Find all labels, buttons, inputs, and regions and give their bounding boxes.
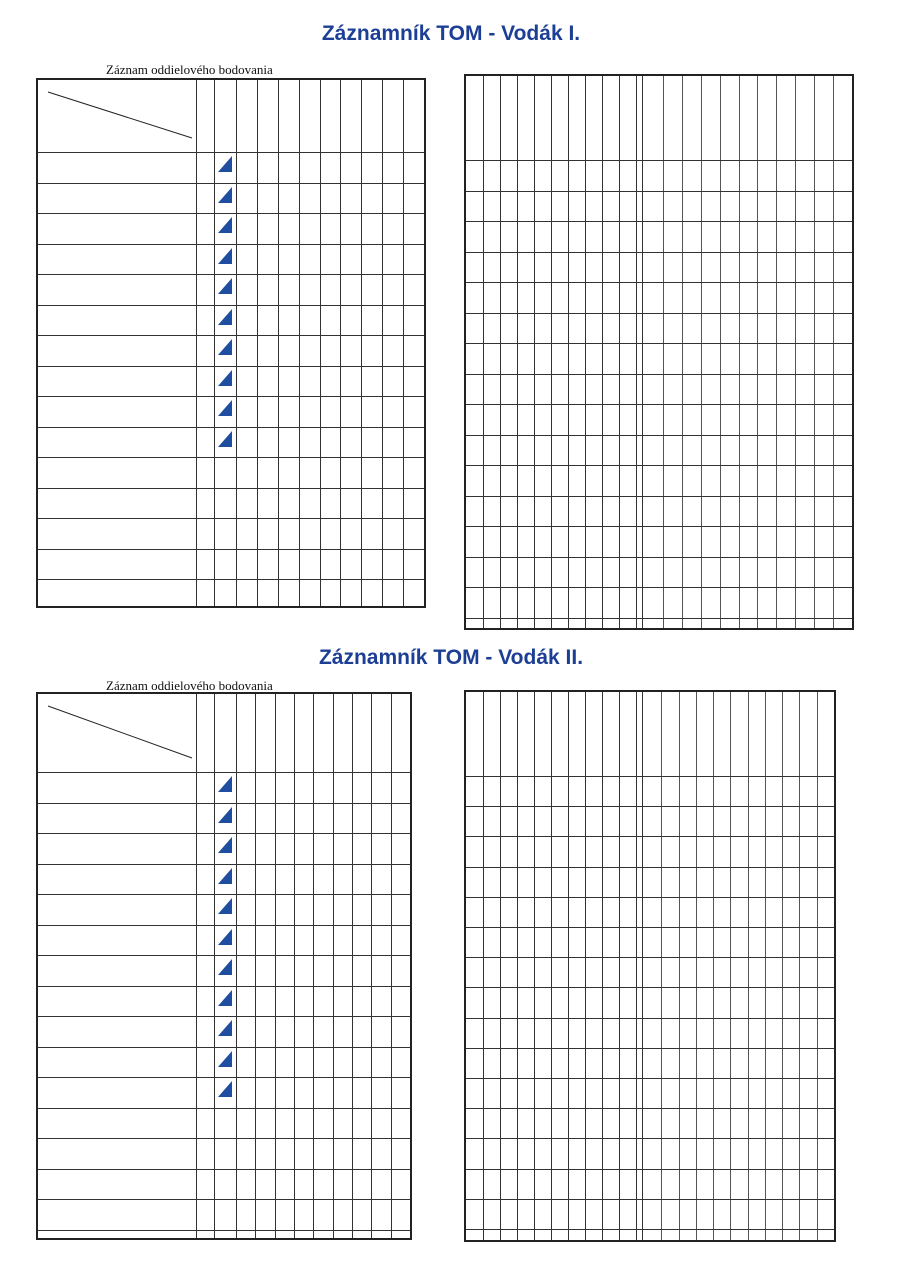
clenske-mark xyxy=(218,990,232,1006)
clenske-mark xyxy=(218,1020,232,1036)
row-divider xyxy=(466,897,834,898)
row-divider xyxy=(466,404,852,405)
col-divider xyxy=(642,692,643,1240)
row-divider xyxy=(38,457,424,458)
col-divider xyxy=(585,76,586,628)
row-divider xyxy=(466,435,852,436)
row-divider xyxy=(38,833,410,834)
row-divider xyxy=(38,986,410,987)
row-divider xyxy=(38,427,424,428)
clenske-mark xyxy=(218,248,232,264)
clenske-mark xyxy=(218,156,232,172)
row-divider xyxy=(466,1138,834,1139)
row-divider xyxy=(38,1199,410,1200)
col-divider xyxy=(391,694,392,1238)
page-title-1: Záznamník TOM - Vodák I. xyxy=(321,22,581,45)
col-divider xyxy=(602,76,603,628)
col-divider xyxy=(483,692,484,1240)
row-divider xyxy=(38,1169,410,1170)
col-divider xyxy=(340,80,341,606)
row-divider xyxy=(466,806,834,807)
clenske-mark xyxy=(218,898,232,914)
col-divider xyxy=(619,76,620,628)
row-divider xyxy=(466,1199,834,1200)
grid-divider xyxy=(682,76,683,628)
row-divider xyxy=(466,557,852,558)
row-divider xyxy=(466,1229,834,1230)
row-divider xyxy=(466,496,852,497)
col-divider xyxy=(196,80,197,606)
clenske-mark xyxy=(218,309,232,325)
col-divider xyxy=(255,694,256,1238)
row-divider xyxy=(38,335,424,336)
grid-divider xyxy=(799,692,800,1240)
col-divider xyxy=(534,76,535,628)
row-divider xyxy=(38,366,424,367)
row-divider xyxy=(466,343,852,344)
sheet1-right-table xyxy=(464,74,854,630)
row-divider xyxy=(38,1108,410,1109)
col-divider xyxy=(568,692,569,1240)
row-divider xyxy=(466,987,834,988)
row-divider xyxy=(38,549,424,550)
col-divider xyxy=(278,80,279,606)
col-divider xyxy=(333,694,334,1238)
grid-divider xyxy=(817,692,818,1240)
col-divider xyxy=(636,76,637,628)
row-divider xyxy=(466,282,852,283)
clenske-mark xyxy=(218,1051,232,1067)
row-divider xyxy=(38,488,424,489)
sheet1-left-table xyxy=(36,78,426,608)
col-divider xyxy=(517,76,518,628)
clenske-mark xyxy=(218,217,232,233)
col-divider xyxy=(551,76,552,628)
sheet2-right-table xyxy=(464,690,836,1242)
row-divider xyxy=(466,1018,834,1019)
grid-divider xyxy=(663,76,664,628)
col-divider xyxy=(275,694,276,1238)
grid-divider xyxy=(765,692,766,1240)
clenske-mark xyxy=(218,929,232,945)
col-divider xyxy=(236,80,237,606)
clenske-mark xyxy=(218,339,232,355)
sheet2-left-table xyxy=(36,692,412,1240)
sheet2-subtitle: Záznam oddielového bodovania xyxy=(106,678,273,693)
col-divider xyxy=(551,692,552,1240)
row-divider xyxy=(38,1016,410,1017)
col-divider xyxy=(361,80,362,606)
grid-divider xyxy=(701,76,702,628)
clenske-mark xyxy=(218,400,232,416)
grid-divider xyxy=(661,692,662,1240)
row-divider xyxy=(466,313,852,314)
col-divider xyxy=(371,694,372,1238)
row-divider xyxy=(466,1108,834,1109)
row-divider xyxy=(466,1048,834,1049)
row-divider xyxy=(38,925,410,926)
row-divider xyxy=(38,244,424,245)
col-divider xyxy=(568,76,569,628)
row-divider xyxy=(466,221,852,222)
header-divider xyxy=(466,776,834,777)
col-divider xyxy=(214,80,215,606)
clenske-mark xyxy=(218,868,232,884)
row-divider xyxy=(466,191,852,192)
row-divider xyxy=(466,465,852,466)
row-divider xyxy=(38,1047,410,1048)
col-divider xyxy=(257,80,258,606)
col-divider xyxy=(642,76,643,628)
col-divider xyxy=(403,80,404,606)
grid-divider xyxy=(814,76,815,628)
row-divider xyxy=(38,1077,410,1078)
col-divider xyxy=(236,694,237,1238)
row-divider xyxy=(466,1078,834,1079)
col-divider xyxy=(214,694,215,1238)
grid-divider xyxy=(757,76,758,628)
header-diagonal xyxy=(38,694,196,772)
clenske-mark xyxy=(218,370,232,386)
grid-divider xyxy=(696,692,697,1240)
row-divider xyxy=(38,803,410,804)
row-divider xyxy=(466,957,834,958)
grid-divider xyxy=(782,692,783,1240)
row-divider xyxy=(38,213,424,214)
row-divider xyxy=(466,867,834,868)
col-divider xyxy=(534,692,535,1240)
row-divider xyxy=(466,526,852,527)
grid-divider xyxy=(833,76,834,628)
clenske-mark xyxy=(218,1081,232,1097)
col-divider xyxy=(320,80,321,606)
row-divider xyxy=(38,1230,410,1231)
row-divider xyxy=(38,1138,410,1139)
clenske-mark xyxy=(218,431,232,447)
row-divider xyxy=(466,618,852,619)
col-divider xyxy=(500,692,501,1240)
col-divider xyxy=(602,692,603,1240)
grid-divider xyxy=(720,76,721,628)
clenske-mark xyxy=(218,278,232,294)
grid-divider xyxy=(776,76,777,628)
sheet1-subtitle: Záznam oddielového bodovania xyxy=(106,62,273,77)
col-divider xyxy=(500,76,501,628)
clenske-mark xyxy=(218,959,232,975)
page-title-2: Záznamník TOM - Vodák II. xyxy=(318,646,584,669)
col-divider xyxy=(382,80,383,606)
row-divider xyxy=(38,579,424,580)
header-divider xyxy=(38,152,424,153)
clenske-mark xyxy=(218,187,232,203)
col-divider xyxy=(585,692,586,1240)
row-divider xyxy=(466,252,852,253)
col-divider xyxy=(636,692,637,1240)
col-divider xyxy=(483,76,484,628)
row-divider xyxy=(466,927,834,928)
col-divider xyxy=(313,694,314,1238)
grid-divider xyxy=(748,692,749,1240)
header-divider xyxy=(38,772,410,773)
row-divider xyxy=(38,396,424,397)
col-divider xyxy=(196,694,197,1238)
row-divider xyxy=(38,894,410,895)
clenske-mark xyxy=(218,807,232,823)
grid-divider xyxy=(739,76,740,628)
col-divider xyxy=(294,694,295,1238)
row-divider xyxy=(38,864,410,865)
header-divider xyxy=(466,160,852,161)
col-divider xyxy=(619,692,620,1240)
row-divider xyxy=(38,274,424,275)
grid-divider xyxy=(795,76,796,628)
row-divider xyxy=(466,374,852,375)
clenske-mark xyxy=(218,837,232,853)
grid-divider xyxy=(679,692,680,1240)
row-divider xyxy=(466,836,834,837)
col-divider xyxy=(352,694,353,1238)
row-divider xyxy=(38,955,410,956)
row-divider xyxy=(466,1169,834,1170)
row-divider xyxy=(38,183,424,184)
row-divider xyxy=(38,305,424,306)
col-divider xyxy=(299,80,300,606)
col-divider xyxy=(517,692,518,1240)
grid-divider xyxy=(713,692,714,1240)
header-diagonal xyxy=(38,80,196,152)
grid-divider xyxy=(730,692,731,1240)
row-divider xyxy=(466,587,852,588)
row-divider xyxy=(38,518,424,519)
clenske-mark xyxy=(218,776,232,792)
